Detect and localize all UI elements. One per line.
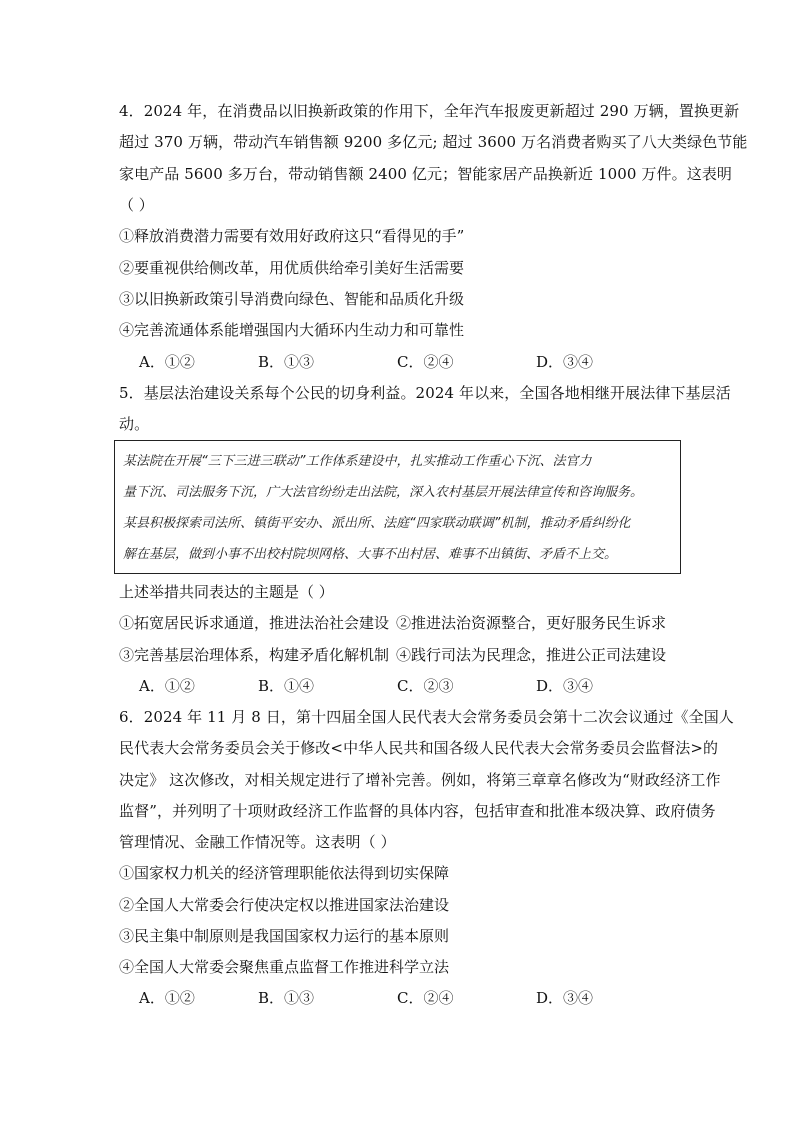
q4-statement-1: ①释放消费潜力需要有效用好政府这只“看得见的手”: [119, 227, 465, 245]
q6-option-c[interactable]: C．②④: [397, 989, 454, 1007]
q5-material-line-3: 某县积极探索司法所、镇街平安办、派出所、法庭“四家联动联调”机制，推动矛盾纠纷化: [123, 516, 631, 531]
q4-option-d[interactable]: D．③④: [536, 353, 594, 371]
q4-stem-line-1: 4．2024 年，在消费品以旧换新政策的作用下，全年汽车报废更新超过 290 万辆，置换更新: [119, 102, 740, 120]
q5-option-d[interactable]: D．③④: [536, 677, 594, 695]
q5-option-a[interactable]: A．①②: [139, 677, 195, 695]
q6-statement-2: ②全国人大常委会行使决定权以推进国家法治建设: [119, 896, 450, 914]
q6-statement-1: ①国家权力机关的经济管理职能依法得到切实保障: [119, 864, 450, 882]
q5-statement-3: ③完善基层治理体系，构建矛盾化解机制: [119, 646, 390, 664]
q4-stem-line-2: 超过 370 万辆，带动汽车销售额 9200 多亿元; 超过 3600 万名消费者购买了八大类绿色节能: [119, 133, 748, 151]
q5-statements-row-1: [119, 613, 679, 633]
q6-option-d[interactable]: D．③④: [536, 989, 594, 1007]
q6-stem-line-1: 6．2024 年 11 月 8 日，第十四届全国人民代表大会常务委员会第十二次会议通过《全国人: [119, 708, 734, 726]
q6-stem-line-2: 民代表大会常务委员会关于修改<中华人民共和国各级人民代表大会常务委员会监督法>的: [119, 739, 719, 757]
q5-stem-line-2: 动。: [119, 415, 150, 433]
q5-statement-1: ①拓宽居民诉求通道，推进法治社会建设: [119, 614, 390, 632]
q6-option-b[interactable]: B．①③: [258, 989, 315, 1007]
q5-stem-line-1: 5．基层法治建设关系每个公民的切身利益。2024 年以来，全国各地相继开展法律下基层活: [119, 384, 731, 402]
q5-option-b[interactable]: B．①④: [258, 677, 315, 695]
q5-material-line-1: 某法院在开展“三下三进三联动”工作体系建设中，扎实推动工作重心下沉、法官力: [123, 454, 592, 469]
q4-option-b[interactable]: B．①③: [258, 353, 315, 371]
q6-option-a[interactable]: A．①②: [139, 989, 195, 1007]
q4-statement-4: ④完善流通体系能增强国内大循环内生动力和可靠性: [119, 321, 465, 339]
q4-statement-2: ②要重视供给侧改革，用优质供给牵引美好生活需要: [119, 259, 465, 277]
q6-stem-line-4: 监督”，并列明了十项财政经济工作监督的具体内容，包括审查和批准本级决算、政府债务: [119, 802, 716, 820]
q6-stem-line-5: 管理情况、金融工作情况等。这表明（ ）: [119, 833, 396, 851]
q5-material-line-2: 量下沉、司法服务下沉，广大法官纷纷走出法院，深入农村基层开展法律宣传和咨询服务。: [123, 485, 644, 500]
q6-statement-4: ④全国人大常委会聚焦重点监督工作推进科学立法: [119, 958, 450, 976]
q5-material-line-4: 解在基层，做到小事不出校村院坝网格、大事不出村居、难事不出镇街、矛盾不上交。: [123, 547, 618, 562]
q5-options: [119, 676, 679, 696]
q5-option-c[interactable]: C．②③: [397, 677, 454, 695]
q5-statement-4: ④践行司法为民理念，推进公正司法建设: [396, 646, 667, 664]
q5-material-box: [114, 440, 681, 574]
q4-statement-3: ③以旧换新政策引导消费向绿色、智能和品质化升级: [119, 290, 465, 308]
q4-option-c[interactable]: C．②④: [397, 353, 454, 371]
q5-question: 上述举措共同表达的主题是（ ）: [119, 583, 334, 601]
q6-options: [119, 988, 679, 1008]
q4-option-a[interactable]: A．①②: [139, 353, 195, 371]
q4-options: [119, 352, 679, 372]
q4-answer-blank: （ ）: [119, 196, 154, 214]
q6-statement-3: ③民主集中制原则是我国国家权力运行的基本原则: [119, 927, 450, 945]
q6-stem-line-3: 决定》 这次修改，对相关规定进行了增补完善。例如，将第三章章名修改为“财政经济工作: [119, 771, 721, 789]
q5-statement-2: ②推进法治资源整合，更好服务民生诉求: [396, 614, 667, 632]
q4-stem-line-3: 家电产品 5600 多万台，带动销售额 2400 亿元；智能家居产品换新近 1000 万件。这表明: [119, 165, 733, 183]
q5-statements-row-2: [119, 645, 679, 665]
